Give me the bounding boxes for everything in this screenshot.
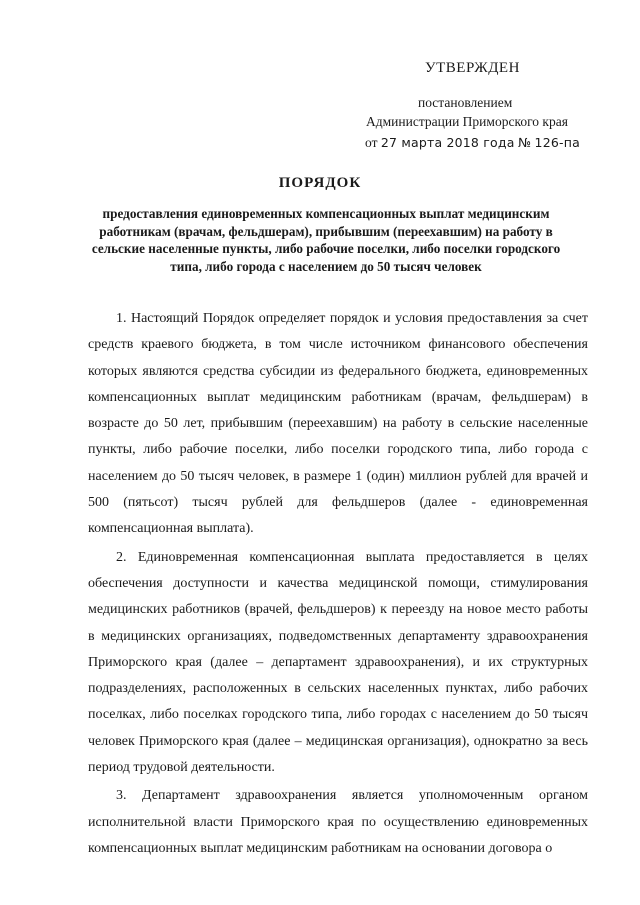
approved-label: УТВЕРЖДЕН (425, 60, 520, 76)
decree-prefix: от (365, 135, 378, 150)
paragraph-3: 3. Департамент здравоохранения является уполномоченным органом исполнительной власти Приморского края по осуществлению единовременных компенсационных выплат медицинским работникам на основании договора о (88, 788, 588, 856)
decree-line-1: постановлением (418, 95, 513, 110)
paragraph-1: 1. Настоящий Порядок определяет порядок и условия предоставления за счет средств краевого бюджета, в том числе источником финансового обеспечения которых являются средства субсидии из федерального бюджета, единовременных компенсационных выплат медицинским работникам (врачам, фельдшерам) в возрасте до 50 лет, прибывшим (переехавшим) на работу в сельские населенные пункты, либо рабочие поселки, либо поселки городского типа, либо города с населением до 50 тысяч человек, в размере 1 (один) миллион рублей для врачей и 500 (пятьсот) тысяч рублей для фельдшеров (далее - единовременная компенсационная выплата). (88, 311, 588, 537)
document-title: ПОРЯДОК (278, 175, 362, 191)
decree-line-3 (365, 135, 580, 151)
document-subtitle: предоставления единовременных компенсационных выплат медицинским работникам (врачам, фельдшерам), прибывшим (переехавшим) на работу в сельские населенные пункты, либо рабочие поселки, либо поселки городского типа, либо города с населением до 50 тысяч человек (91, 206, 561, 274)
decree-line-2: Администрации Приморского края (366, 114, 568, 129)
paragraph-2: 2. Единовременная компенсационная выплата предоставляется в целях обеспечения доступности и качества медицинской помощи, стимулирования медицинских работников (врачей, фельдшеров) к переезду на новое место работы в медицинских организациях, подведомственных департаменту здравоохранения Приморского края (далее – департамент здравоохранения), и их структурных подразделениях, расположенных в сельских населенных пунктах, либо рабочих поселках, либо поселках городского типа, либо городах с населением до 50 тысяч человек Приморского края (далее – медицинская организация), однократно за весь период трудовой деятельности. (88, 549, 588, 776)
decree-number-sign: № (517, 135, 532, 150)
document-body (88, 306, 588, 864)
decree-number: 126-па (534, 135, 580, 150)
decree-date: 27 марта 2018 года (380, 135, 515, 150)
